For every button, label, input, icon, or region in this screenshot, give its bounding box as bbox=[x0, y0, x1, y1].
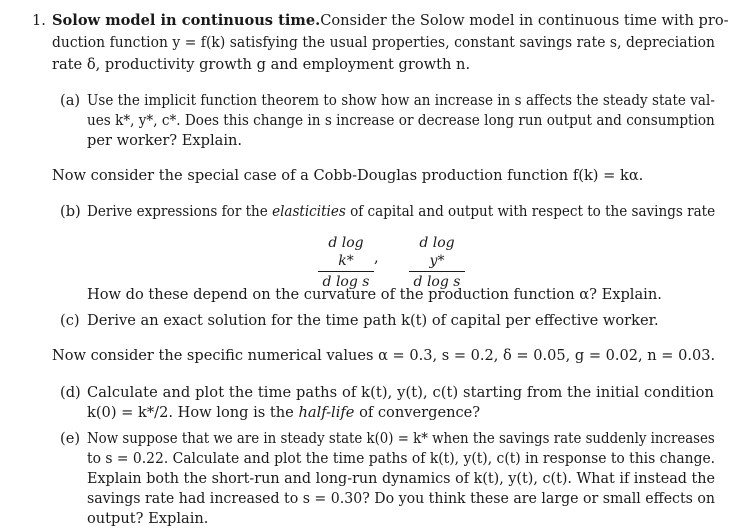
fraction-bar bbox=[409, 271, 465, 272]
part-c-line: Derive an exact solution for the time path k(t) of capital per effective worker. bbox=[87, 312, 659, 329]
part-a-label: (a) bbox=[60, 92, 81, 109]
part-d-line-2 bbox=[87, 403, 480, 423]
part-d-line-2-post: of convergence? bbox=[359, 404, 481, 421]
part-b-line bbox=[87, 202, 715, 222]
problem-number: 1. bbox=[32, 12, 46, 29]
part-a-line-3: per worker? Explain. bbox=[87, 132, 243, 149]
problem-intro-text-1: Consider the Solow model in continuous time with pro- bbox=[320, 12, 729, 29]
elasticity-output-fraction bbox=[409, 234, 465, 291]
problem-title: Solow model in continuous time. bbox=[52, 12, 321, 29]
part-e-line-3: Explain both the short-run and long-run dynamics of k(t), y(t), c(t). What if instead the bbox=[87, 470, 715, 487]
part-b-followup: How do these depend on the curvature of the production function α? Explain. bbox=[87, 286, 662, 303]
special-case-text: Now consider the special case of a Cobb-Douglas production function f(k) = kα. bbox=[52, 167, 644, 184]
part-b-text-post: of capital and output with respect to the savings rate bbox=[350, 203, 716, 220]
part-e-label: (e) bbox=[60, 430, 81, 447]
problem-intro-line-3: rate δ, productivity growth g and employment growth n. bbox=[52, 56, 471, 73]
problem-intro-line-2: duction function y = f(k) satisfying the usual properties, constant savings rate s, depreciation bbox=[52, 34, 715, 51]
part-c-label: (c) bbox=[60, 312, 80, 329]
part-d-line-1: Calculate and plot the time paths of k(t), y(t), c(t) starting from the initial condition bbox=[87, 384, 715, 401]
elasticity-output-numerator: d log y* bbox=[419, 235, 455, 269]
elasticity-capital-numerator: d log k* bbox=[328, 235, 364, 269]
part-e-line-4: savings rate had increased to s = 0.30? Do you think these are large or small effects on bbox=[87, 490, 716, 507]
part-e-line-1: Now suppose that we are in steady state k(0) = k* when the savings rate suddenly increases bbox=[87, 430, 715, 447]
part-d-line-2-pre: k(0) = k*/2. How long is the bbox=[87, 404, 294, 421]
part-a-line-1: Use the implicit function theorem to show how an increase in s affects the steady state val- bbox=[87, 92, 715, 109]
elasticity-capital-denominator: d log s bbox=[322, 274, 370, 290]
elasticity-output-denominator: d log s bbox=[413, 274, 461, 290]
numerical-values-text: Now consider the specific numerical values α = 0.3, s = 0.2, δ = 0.05, g = 0.02, n = 0.03. bbox=[52, 347, 716, 364]
part-a-line-2: ues k*, y*, c*. Does this change in s increase or decrease long run output and consumption bbox=[87, 112, 715, 129]
part-d-label: (d) bbox=[60, 384, 81, 401]
part-d-emphasis: half-life bbox=[298, 404, 355, 421]
fraction-separator: , bbox=[374, 249, 379, 266]
fraction-bar bbox=[318, 271, 374, 272]
part-e-line-2: to s = 0.22. Calculate and plot the time paths of k(t), y(t), c(t) in response to this change. bbox=[87, 450, 716, 467]
part-b-text-pre: Derive expressions for the bbox=[87, 203, 268, 220]
problem-intro-line-1 bbox=[52, 11, 729, 31]
elasticity-capital-fraction bbox=[318, 234, 374, 291]
part-b-label: (b) bbox=[60, 203, 81, 220]
part-e-line-5: output? Explain. bbox=[87, 510, 209, 527]
part-b-emphasis: elasticities bbox=[272, 203, 346, 220]
